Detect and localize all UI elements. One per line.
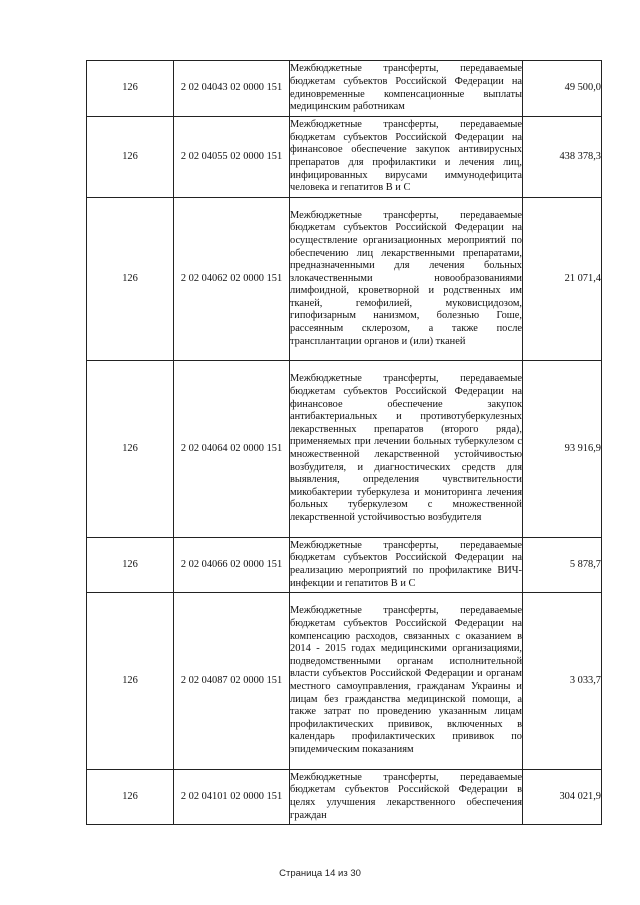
description-cell: Межбюджетные трансферты, передаваемые бюджетам субъектов Российской Федерации на финансовое обеспечение закупок антибактериальных и противотуберкулезных лекарственных препаратов (второго ряда), применяемых при лечении больных туберкулезом с множественной лекарственной устойчивостью возбудителя, и диагностических средств для выявления, определения чувствительности микобактерии туберкулеза и мониторинга лечения больных туберкулезом с множественной лекарственной устойчивостью возбудителя — [290, 361, 523, 538]
admin-code-cell: 126 — [87, 538, 174, 593]
budget-code-cell: 2 02 04055 02 0000 151 — [174, 117, 290, 198]
budget-code-cell: 2 02 04101 02 0000 151 — [174, 770, 290, 825]
amount-cell: 5 878,7 — [523, 538, 602, 593]
page-number-footer: Страница 14 из 30 — [279, 868, 361, 879]
amount-cell: 93 916,9 — [523, 361, 602, 538]
table-row — [87, 61, 602, 117]
admin-code-cell: 126 — [87, 117, 174, 198]
table-row — [87, 538, 602, 593]
admin-code-cell: 126 — [87, 61, 174, 117]
description-cell: Межбюджетные трансферты, передаваемые бюджетам субъектов Российской Федерации на единовременные компенсационные выплаты медицинским работникам — [290, 61, 523, 117]
amount-cell: 3 033,7 — [523, 593, 602, 770]
description-cell: Межбюджетные трансферты, передаваемые бюджетам субъектов Российской Федерации на осуществление организационных мероприятий по обеспечению лиц лекарственными препаратами, предназначенными для лечения больных злокачественными новообразованиями лимфоидной, кроветворной и родственных им тканей, гемофилией, муковисцидозом, гипофизарным нанизмом, болезнью Гоше, рассеянным склерозом, а также после трансплантации органов и (или) тканей — [290, 198, 523, 361]
admin-code-cell: 126 — [87, 198, 174, 361]
budget-code-cell: 2 02 04087 02 0000 151 — [174, 593, 290, 770]
amount-cell: 49 500,0 — [523, 61, 602, 117]
budget-code-cell: 2 02 04062 02 0000 151 — [174, 198, 290, 361]
description-cell: Межбюджетные трансферты, передаваемые бюджетам субъектов Российской Федерации в целях улучшения лекарственного обеспечения граждан — [290, 770, 523, 825]
amount-cell: 21 071,4 — [523, 198, 602, 361]
description-cell: Межбюджетные трансферты, передаваемые бюджетам субъектов Российской Федерации на компенсацию расходов, связанных с оказанием в 2014 - 2015 годах медицинскими организациями, подведомственными органам исполнительной власти субъектов Российской Федерации и органам местного самоуправления, гражданам Украины и лицам без гражданства медицинской помощи, а также затрат по проведению указанным лицам профилактических прививок, включенных в календарь профилактических прививок по эпидемическим показаниям — [290, 593, 523, 770]
budget-table — [86, 60, 602, 825]
budget-code-cell: 2 02 04043 02 0000 151 — [174, 61, 290, 117]
admin-code-cell: 126 — [87, 593, 174, 770]
amount-cell: 438 378,3 — [523, 117, 602, 198]
description-cell: Межбюджетные трансферты, передаваемые бюджетам субъектов Российской Федерации на реализацию мероприятий по профилактике ВИЧ-инфекции и гепатитов В и С — [290, 538, 523, 593]
amount-cell: 304 021,9 — [523, 770, 602, 825]
budget-code-cell: 2 02 04064 02 0000 151 — [174, 361, 290, 538]
table-row — [87, 770, 602, 825]
table-row — [87, 117, 602, 198]
budget-code-cell: 2 02 04066 02 0000 151 — [174, 538, 290, 593]
table-row — [87, 198, 602, 361]
admin-code-cell: 126 — [87, 770, 174, 825]
table-row — [87, 361, 602, 538]
admin-code-cell: 126 — [87, 361, 174, 538]
table-row — [87, 593, 602, 770]
description-cell: Межбюджетные трансферты, передаваемые бюджетам субъектов Российской Федерации на финансовое обеспечение закупок антивирусных препаратов для профилактики и лечения лиц, инфицированных вирусами иммунодефицита человека и гепатитов В и С — [290, 117, 523, 198]
